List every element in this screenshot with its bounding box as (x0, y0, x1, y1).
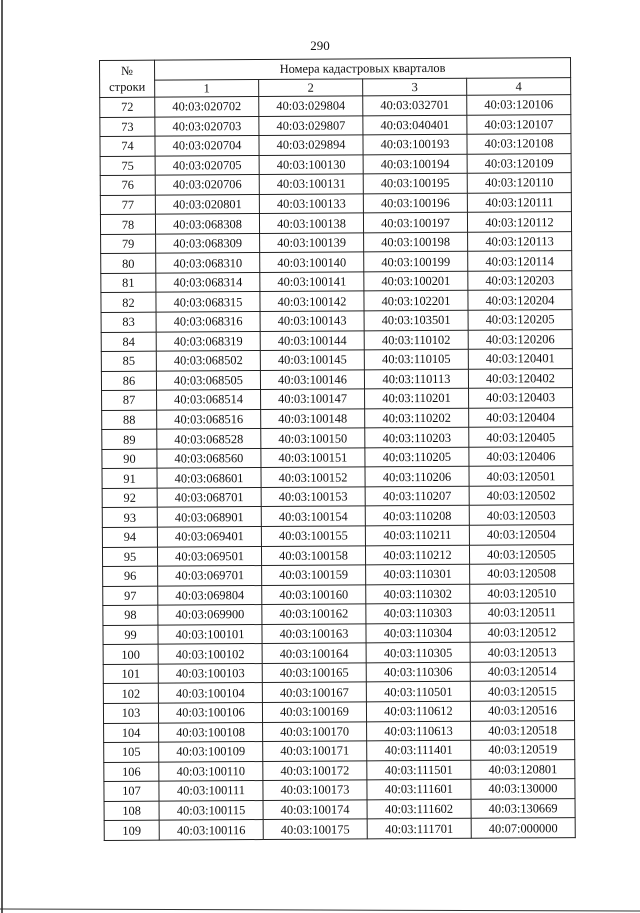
table-row (101, 310, 572, 332)
cadastral-number-cell: 40:03:110212 (365, 545, 469, 565)
row-number-cell: 88 (102, 410, 157, 430)
table-row (102, 446, 573, 468)
table-row (102, 466, 573, 488)
cadastral-number-cell: 40:03:100115 (159, 800, 263, 820)
cadastral-number-cell: 40:03:120405 (469, 427, 573, 447)
table-row (102, 525, 573, 547)
column-header-4: 4 (467, 78, 571, 96)
cadastral-number-cell: 40:03:069701 (158, 566, 262, 586)
table-row (102, 427, 573, 449)
cadastral-number-cell: 40:03:120204 (468, 290, 572, 310)
cadastral-number-cell: 40:03:120404 (469, 407, 573, 427)
table-row (102, 486, 573, 508)
cadastral-number-cell: 40:03:111501 (367, 760, 471, 780)
cadastral-number-cell: 40:03:100102 (158, 644, 262, 664)
row-number-cell: 107 (104, 781, 159, 801)
cadastral-number-cell: 40:03:100175 (263, 819, 367, 839)
cadastral-number-cell: 40:03:120512 (470, 622, 574, 642)
row-number-cell: 79 (101, 234, 156, 254)
table-row (101, 231, 572, 253)
cadastral-number-cell: 40:03:029894 (259, 135, 363, 155)
table-row (103, 603, 574, 625)
table-row (101, 368, 572, 390)
cadastral-number-cell: 40:03:110303 (366, 603, 470, 623)
cadastral-number-cell: 40:03:100197 (363, 213, 467, 233)
cadastral-number-cell: 40:03:100152 (261, 467, 365, 487)
table-row (101, 329, 572, 351)
row-number-cell: 102 (103, 684, 158, 704)
cadastral-number-cell: 40:03:120114 (468, 251, 572, 271)
row-number-cell: 104 (104, 723, 159, 743)
cadastral-number-cell: 40:03:120514 (470, 661, 574, 681)
cadastral-number-cell: 40:03:120508 (470, 564, 574, 584)
table-row (104, 740, 575, 762)
cadastral-number-cell: 40:03:068314 (156, 272, 260, 292)
table-row (101, 349, 572, 371)
quarters-group-header: Номера кадастровых кварталов (155, 58, 571, 81)
cadastral-number-cell: 40:03:068310 (156, 253, 260, 273)
cadastral-number-cell: 40:03:069804 (158, 585, 262, 605)
cadastral-number-cell: 40:03:068505 (156, 370, 260, 390)
row-number-cell: 84 (101, 332, 156, 352)
cadastral-number-cell: 40:03:040401 (363, 115, 467, 135)
row-number-cell: 74 (100, 136, 155, 156)
row-number-cell: 97 (103, 586, 158, 606)
row-number-cell: 96 (103, 566, 158, 586)
cadastral-number-cell: 40:03:120108 (467, 134, 571, 154)
row-number-cell: 78 (100, 214, 155, 234)
cadastral-number-cell: 40:03:100195 (363, 173, 467, 193)
cadastral-number-cell: 40:03:100171 (263, 741, 367, 761)
row-number-cell: 82 (101, 293, 156, 313)
cadastral-number-cell: 40:07:000000 (471, 818, 575, 838)
table-row (104, 798, 575, 820)
cadastral-number-cell: 40:03:100109 (159, 742, 263, 762)
cadastral-number-cell: 40:03:130669 (471, 798, 575, 818)
cadastral-number-cell: 40:03:100130 (259, 155, 363, 175)
row-number-cell: 76 (100, 175, 155, 195)
cadastral-number-cell: 40:03:120205 (468, 310, 572, 330)
cadastral-number-cell: 40:03:100201 (364, 271, 468, 291)
table-row (103, 642, 574, 664)
table-row (100, 192, 571, 214)
cadastral-number-cell: 40:03:120401 (468, 349, 572, 369)
table-row (102, 407, 573, 429)
cadastral-number-cell: 40:03:100167 (262, 682, 366, 702)
cadastral-number-cell: 40:03:100173 (263, 780, 367, 800)
cadastral-number-cell: 40:03:100151 (261, 448, 365, 468)
cadastral-number-cell: 40:03:120111 (467, 192, 571, 212)
cadastral-number-cell: 40:03:110202 (365, 408, 469, 428)
column-header-1: 1 (155, 80, 259, 98)
cadastral-number-cell: 40:03:100162 (262, 604, 366, 624)
cadastral-number-cell: 40:03:068316 (156, 312, 260, 332)
table-row (103, 564, 574, 586)
cadastral-number-cell: 40:03:020706 (155, 175, 259, 195)
cadastral-number-cell: 40:03:020703 (155, 116, 259, 136)
cadastral-number-cell: 40:03:120113 (468, 231, 572, 251)
cadastral-number-cell: 40:03:120513 (470, 642, 574, 662)
cadastral-number-cell: 40:03:120206 (468, 329, 572, 349)
cadastral-number-cell: 40:03:120510 (470, 583, 574, 603)
cadastral-number-cell: 40:03:110205 (365, 447, 469, 467)
cadastral-number-cell: 40:03:029807 (259, 115, 363, 135)
table-row (102, 544, 573, 566)
cadastral-number-cell: 40:03:120505 (469, 544, 573, 564)
row-number-cell: 105 (104, 742, 159, 762)
cadastral-number-cell: 40:03:100133 (259, 194, 363, 214)
table-row (104, 818, 575, 840)
cadastral-number-cell: 40:03:100106 (158, 702, 262, 722)
row-number-cell: 81 (101, 273, 156, 293)
cadastral-number-cell: 40:03:110302 (366, 584, 470, 604)
cadastral-number-cell: 40:03:068528 (157, 429, 261, 449)
cadastral-number-cell: 40:03:100143 (260, 311, 364, 331)
row-number-cell: 108 (104, 801, 159, 821)
row-number-cell: 94 (102, 527, 157, 547)
page-number: 290 (310, 38, 330, 53)
cadastral-number-cell: 40:03:100154 (261, 506, 365, 526)
row-number-cell: 91 (102, 469, 157, 489)
cadastral-number-cell: 40:03:120106 (467, 95, 571, 115)
cadastral-number-cell: 40:03:120406 (469, 446, 573, 466)
row-number-cell: 109 (104, 820, 159, 840)
cadastral-number-cell: 40:03:110211 (365, 525, 469, 545)
cadastral-number-cell: 40:03:100141 (260, 272, 364, 292)
table-row (103, 583, 574, 605)
row-number-cell: 99 (103, 625, 158, 645)
row-number-cell: 93 (102, 508, 157, 528)
cadastral-number-cell: 40:03:068514 (157, 390, 261, 410)
cadastral-number-cell: 40:03:100146 (260, 370, 364, 390)
cadastral-number-cell: 40:03:110208 (365, 506, 469, 526)
cadastral-number-cell: 40:03:100170 (263, 721, 367, 741)
table-row (100, 95, 571, 117)
cadastral-number-cell: 40:03:068308 (155, 214, 259, 234)
cadastral-number-cell: 40:03:100148 (261, 409, 365, 429)
cadastral-number-cell: 40:03:100165 (262, 663, 366, 683)
cadastral-number-cell: 40:03:100131 (259, 174, 363, 194)
cadastral-number-cell: 40:03:100169 (262, 702, 366, 722)
cadastral-number-cell: 40:03:100145 (260, 350, 364, 370)
cadastral-number-cell: 40:03:100111 (159, 781, 263, 801)
table-row (103, 622, 574, 644)
row-number-cell: 86 (101, 371, 156, 391)
cadastral-number-cell: 40:03:120402 (468, 368, 572, 388)
cadastral-number-cell: 40:03:100199 (364, 252, 468, 272)
row-number-header-symbol: № (121, 63, 134, 78)
cadastral-number-cell: 40:03:120519 (471, 740, 575, 760)
cadastral-number-cell: 40:03:100150 (261, 428, 365, 448)
cadastral-number-cell: 40:03:120109 (467, 153, 571, 173)
cadastral-number-cell: 40:03:020705 (155, 155, 259, 175)
cadastral-number-cell: 40:03:110501 (366, 682, 470, 702)
cadastral-number-cell: 40:03:110612 (366, 701, 470, 721)
row-number-cell: 100 (103, 644, 158, 664)
cadastral-number-cell: 40:03:100138 (259, 213, 363, 233)
cadastral-number-cell: 40:03:110207 (365, 486, 469, 506)
cadastral-number-cell: 40:03:100103 (158, 663, 262, 683)
cadastral-number-cell: 40:03:069900 (158, 605, 262, 625)
cadastral-number-cell: 40:03:068516 (157, 409, 261, 429)
table-row (103, 701, 574, 723)
cadastral-number-cell: 40:03:100158 (261, 545, 365, 565)
cadastral-number-cell: 40:03:120502 (469, 486, 573, 506)
cadastral-number-cell: 40:03:100164 (262, 643, 366, 663)
cadastral-number-cell: 40:03:111401 (367, 740, 471, 760)
cadastral-number-cell: 40:03:100101 (158, 624, 262, 644)
cadastral-number-cell: 40:03:068315 (156, 292, 260, 312)
cadastral-number-cell: 40:03:111602 (367, 799, 471, 819)
table-row (104, 759, 575, 781)
row-number-cell: 87 (102, 390, 157, 410)
cadastral-number-cell: 40:03:100194 (363, 154, 467, 174)
cadastral-number-cell: 40:03:120203 (468, 271, 572, 291)
cadastral-number-cell: 40:03:100108 (159, 722, 263, 742)
cadastral-number-cell: 40:03:120110 (467, 173, 571, 193)
row-number-cell: 83 (101, 312, 156, 332)
cadastral-number-cell: 40:03:069501 (157, 546, 261, 566)
cadastral-number-cell: 40:03:032701 (363, 95, 467, 115)
cadastral-number-cell: 40:03:120403 (469, 388, 573, 408)
cadastral-number-cell: 40:03:068601 (157, 468, 261, 488)
cadastral-number-cell: 40:03:100174 (263, 800, 367, 820)
column-header-2: 2 (259, 79, 363, 97)
cadastral-number-cell: 40:03:100193 (363, 134, 467, 154)
cadastral-number-cell: 40:03:110201 (365, 388, 469, 408)
cadastral-number-cell: 40:03:069401 (157, 527, 261, 547)
table-row (100, 173, 571, 195)
cadastral-number-cell: 40:03:020702 (155, 97, 259, 117)
cadastral-number-cell: 40:03:110301 (366, 564, 470, 584)
cadastral-number-cell: 40:03:100139 (260, 233, 364, 253)
row-number-cell: 95 (102, 547, 157, 567)
cadastral-number-cell: 40:03:100142 (260, 291, 364, 311)
cadastral-number-cell: 40:03:068319 (156, 331, 260, 351)
cadastral-number-cell: 40:03:100163 (262, 624, 366, 644)
row-number-cell: 75 (100, 156, 155, 176)
cadastral-number-cell: 40:03:100144 (260, 330, 364, 350)
cadastral-number-cell: 40:03:110105 (364, 349, 468, 369)
cadastral-number-cell: 40:03:100147 (261, 389, 365, 409)
row-number-cell: 90 (102, 449, 157, 469)
cadastral-number-cell: 40:03:120112 (467, 212, 571, 232)
cadastral-number-cell: 40:03:110305 (366, 643, 470, 663)
column-header-3: 3 (363, 78, 467, 96)
cadastral-number-cell: 40:03:100104 (158, 683, 262, 703)
cadastral-number-cell: 40:03:120511 (470, 603, 574, 623)
cadastral-number-cell: 40:03:111701 (367, 818, 471, 838)
table-row (104, 720, 575, 742)
cadastral-number-cell: 40:03:110102 (364, 330, 468, 350)
cadastral-quarters-table (99, 57, 576, 841)
cadastral-number-cell: 40:03:102201 (364, 291, 468, 311)
cadastral-number-cell: 40:03:120515 (470, 681, 574, 701)
cadastral-number-cell: 40:03:100155 (261, 526, 365, 546)
table-row (101, 271, 572, 293)
table-row (103, 681, 574, 703)
row-number-cell: 73 (100, 117, 155, 137)
cadastral-number-cell: 40:03:100159 (262, 565, 366, 585)
table-row (104, 779, 575, 801)
table-row (100, 134, 571, 156)
table-body (100, 95, 576, 841)
cadastral-number-cell: 40:03:103501 (364, 310, 468, 330)
table-row (103, 661, 574, 683)
row-number-header-word: строки (109, 79, 146, 94)
cadastral-number-cell: 40:03:068502 (156, 351, 260, 371)
cadastral-number-cell: 40:03:120516 (470, 701, 574, 721)
cadastral-number-cell: 40:03:100140 (260, 252, 364, 272)
row-number-cell: 92 (102, 488, 157, 508)
cadastral-number-cell: 40:03:120801 (471, 759, 575, 779)
cadastral-number-cell: 40:03:120501 (469, 466, 573, 486)
cadastral-number-cell: 40:03:100160 (262, 585, 366, 605)
row-number-cell: 85 (101, 351, 156, 371)
cadastral-number-cell: 40:03:110203 (365, 428, 469, 448)
table-row (101, 251, 572, 273)
cadastral-number-cell: 40:03:110206 (365, 467, 469, 487)
cadastral-number-cell: 40:03:029804 (259, 96, 363, 116)
row-number-cell: 72 (100, 97, 155, 117)
cadastral-number-cell: 40:03:120107 (467, 114, 571, 134)
table-row (101, 290, 572, 312)
table-header (100, 58, 571, 98)
cadastral-number-cell: 40:03:100116 (159, 820, 263, 840)
table-row (100, 212, 571, 234)
cadastral-number-cell: 40:03:100198 (364, 232, 468, 252)
cadastral-number-cell: 40:03:100153 (261, 487, 365, 507)
row-number-header (100, 60, 155, 97)
cadastral-number-cell: 40:03:100196 (363, 193, 467, 213)
table-row (102, 505, 573, 527)
table-row (100, 153, 571, 175)
cadastral-number-cell: 40:03:111601 (367, 779, 471, 799)
cadastral-number-cell: 40:03:110113 (364, 369, 468, 389)
cadastral-number-cell: 40:03:130000 (471, 779, 575, 799)
cadastral-number-cell: 40:03:110306 (366, 662, 470, 682)
table-row (102, 388, 573, 410)
cadastral-number-cell: 40:03:100172 (263, 760, 367, 780)
row-number-cell: 77 (100, 195, 155, 215)
row-number-cell: 101 (103, 664, 158, 684)
cadastral-number-cell: 40:03:020801 (155, 194, 259, 214)
cadastral-number-cell: 40:03:110304 (366, 623, 470, 643)
row-number-cell: 106 (104, 762, 159, 782)
table-row (100, 114, 571, 136)
row-number-cell: 103 (103, 703, 158, 723)
cadastral-number-cell: 40:03:068701 (157, 487, 261, 507)
row-number-cell: 80 (101, 254, 156, 274)
cadastral-number-cell: 40:03:120503 (469, 505, 573, 525)
row-number-cell: 98 (103, 605, 158, 625)
row-number-cell: 89 (102, 429, 157, 449)
cadastral-number-cell: 40:03:110613 (367, 721, 471, 741)
cadastral-number-cell: 40:03:068901 (157, 507, 261, 527)
cadastral-number-cell: 40:03:120518 (471, 720, 575, 740)
cadastral-number-cell: 40:03:120504 (469, 525, 573, 545)
cadastral-number-cell: 40:03:020704 (155, 136, 259, 156)
cadastral-number-cell: 40:03:068560 (157, 448, 261, 468)
cadastral-number-cell: 40:03:068309 (156, 233, 260, 253)
cadastral-number-cell: 40:03:100110 (159, 761, 263, 781)
